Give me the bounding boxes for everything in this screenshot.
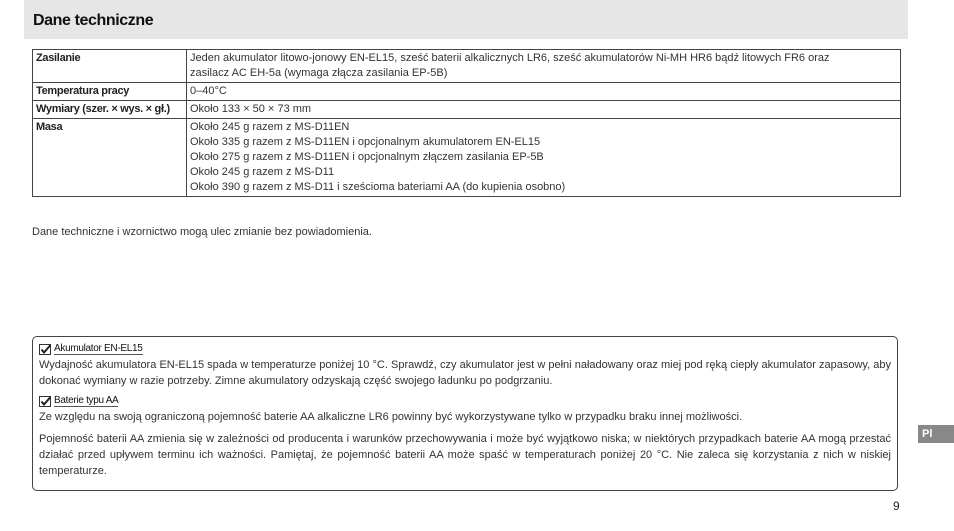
- notice-heading-text: Akumulator EN-EL15: [54, 343, 143, 354]
- table-row: [33, 119, 901, 197]
- spec-value-line: zasilacz AC EH-5a (wymaga złącza zasilania EP-5B): [190, 67, 448, 79]
- spec-label: Zasilanie: [33, 50, 187, 83]
- spec-value-line: Około 275 g razem z MS-D11EN i opcjonalnym złączem zasilania EP-5B: [190, 151, 544, 163]
- page-number: 9: [893, 499, 900, 513]
- notice-paragraph: Wydajność akumulatora EN-EL15 spada w temperaturze poniżej 10 °C. Sprawdź, czy akumulator jest w pełni naładowany oraz miej pod ręką ciepły akumulator zapasowy, aby dokonać wymiany w razie potrzeby. Zimne akumulatory odzyskają część swojego ładunku po podgrzaniu.: [39, 359, 891, 387]
- language-tab: Pl: [918, 425, 954, 443]
- spec-value: [187, 83, 901, 101]
- notice-heading: [39, 343, 891, 355]
- spec-value-line: Około 245 g razem z MS-D11EN: [190, 121, 350, 133]
- checkmark-icon: [39, 344, 51, 355]
- spec-value-line: Około 335 g razem z MS-D11EN i opcjonalnym akumulatorem EN-EL15: [190, 136, 541, 148]
- spec-label: Wymiary (szer. × wys. × gł.): [33, 101, 187, 119]
- spec-value: [187, 101, 901, 119]
- notice-box: [32, 336, 898, 491]
- notice-heading-text: Baterie typu AA: [54, 395, 119, 406]
- notice-paragraph: Pojemność baterii AA zmienia się w zależności od producenta i warunków przechowywania i może być wyjątkowo niska; w niektórych przypadkach baterie AA mogą przestać działać przed upływem terminu ich ważności. Pamiętaj, że pojemność baterii AA może spaść w temperaturach poniżej 20 °C. Nie zaleca się korzystania z nich w niskiej temperaturze.: [39, 433, 891, 477]
- spec-value: [187, 50, 901, 83]
- notice-paragraph: Ze względu na swoją ograniczoną pojemność baterie AA alkaliczne LR6 powinny być wykorzystywane tylko w przypadku braku innej możliwości.: [39, 411, 743, 423]
- spec-label: Temperatura pracy: [33, 83, 187, 101]
- spec-value: [187, 119, 901, 197]
- spec-value-line: Około 133 × 50 × 73 mm: [190, 103, 312, 115]
- table-row: [33, 101, 901, 119]
- page-title: Dane techniczne: [33, 12, 154, 29]
- checkmark-icon: [39, 396, 51, 407]
- specs-table: [32, 49, 901, 197]
- spec-value-line: Jeden akumulator litowo-jonowy EN-EL15, sześć baterii alkalicznych LR6, sześć akumulatorów Ni-MH HR6 bądź litowych FR6 oraz: [190, 52, 830, 64]
- disclaimer-note: Dane techniczne i wzornictwo mogą ulec zmianie bez powiadomienia.: [32, 226, 372, 238]
- spec-value-line: Około 390 g razem z MS-D11 i sześcioma bateriami AA (do kupienia osobno): [190, 181, 566, 193]
- spec-value-line: 0–40°C: [190, 85, 227, 97]
- table-row: [33, 83, 901, 101]
- spec-label: Masa: [33, 119, 187, 197]
- notice-heading: [39, 395, 891, 407]
- table-row: [33, 50, 901, 83]
- header-band: [24, 0, 908, 39]
- spec-value-line: Około 245 g razem z MS-D11: [190, 166, 335, 178]
